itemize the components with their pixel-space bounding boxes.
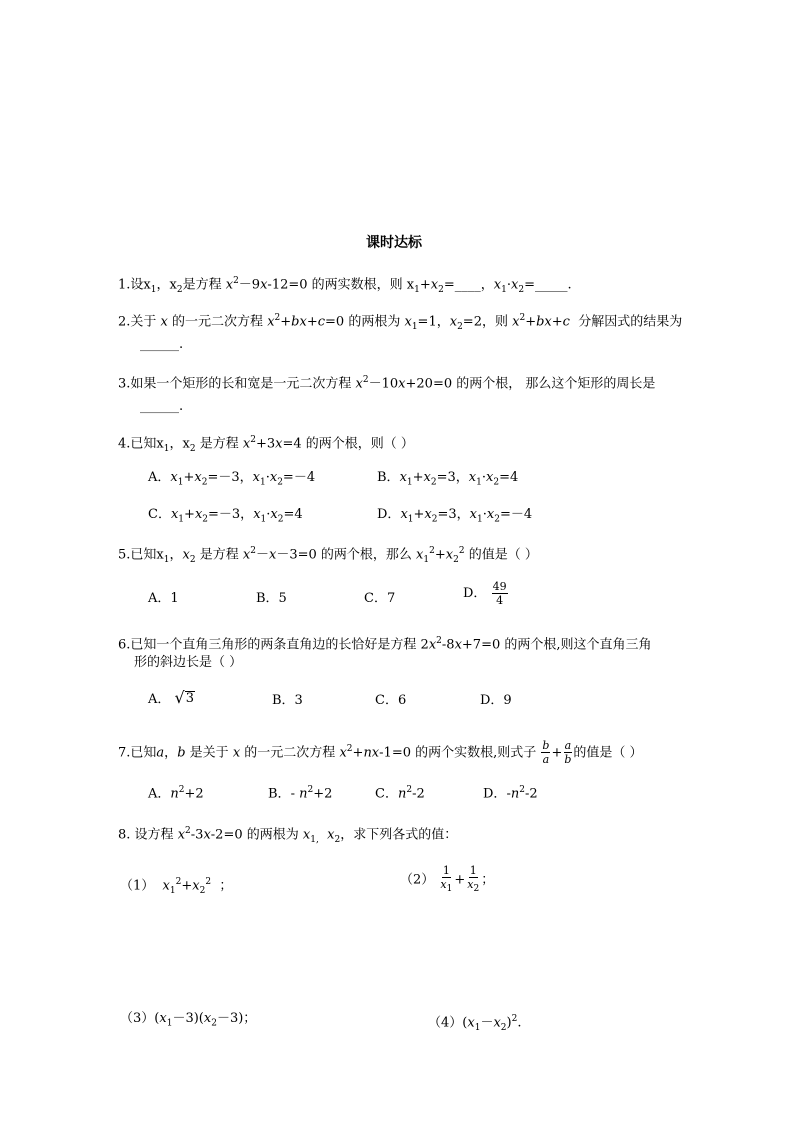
question-1: 1.设$x_1$，$x_2$是方程 $x^2-9x-12=0$ 的两实数根，则 $x_1+x_2=\_\_\_\_$，$x_1\cdot x_2=\_\_\_\_\_$. bbox=[118, 276, 572, 295]
question-8-part-3: $(3)(x_1-3)(x_2-3)$； bbox=[120, 1011, 257, 1029]
question-6-option-d: D．9 bbox=[480, 693, 512, 708]
question-3-line-2: ______. bbox=[140, 399, 184, 414]
question-4-stem: 4.已知$x_1$，$x_2$ 是方程 $x^2+3x=4$ 的两个根，则（ ） bbox=[118, 435, 414, 454]
question-6-option-c: C．6 bbox=[375, 693, 407, 708]
question-5-option-a: A．1 bbox=[148, 591, 179, 606]
question-5-option-c: C．7 bbox=[364, 591, 396, 606]
question-7-option-c: C．$n^2-2$ bbox=[375, 785, 425, 802]
question-8-stem: 8. 设方程 $x^2-3x-2=0$ 的两根为 $x_{1,}$ $x_2$，求下列各式的值： bbox=[118, 826, 458, 845]
question-4-option-c: C．$x_1+x_2=-3$，$x_1\cdot x_2=4$ bbox=[148, 507, 303, 525]
question-7-option-a: A．$n^2+2$ bbox=[148, 785, 204, 802]
question-2-line-2: ______. bbox=[140, 337, 184, 352]
question-4-option-b: B．$x_1+x_2=3$，$x_1\cdot x_2=4$ bbox=[377, 470, 519, 488]
question-4-option-d: D．$x_1+x_2=3$，$x_1\cdot x_2=-4$ bbox=[377, 507, 533, 525]
question-7-stem: 7.已知a，b 是关于 x 的一元二次方程 $x^2+nx-1=0$ 的两个实数根,则式子 $\frac{b}{a}$ + $\frac{a}{b}$ 的值是（ ） bbox=[118, 739, 643, 767]
question-4-option-a: A．$x_1+x_2=-3$，$x_1\cdot x_2=-4$ bbox=[148, 470, 316, 488]
question-8-part-1: （1） $x_1^2+x_2^2$ ； bbox=[120, 877, 233, 896]
fraction-a-over-b: $\frac{a}{b}$ bbox=[564, 739, 572, 767]
question-8-part-4: $(4)(x_1-x_2)^2$. bbox=[428, 1014, 522, 1033]
question-6-line-1: 6.已知一个直角三角形的两条直角边的长恰好是方程 $2x^2-8x+7=0$ 的两个根,则这个直角三角 bbox=[118, 636, 652, 653]
fraction-1-over-x1: $\frac{1}{x_1}$ bbox=[440, 864, 453, 895]
question-5-option-d: D． $\frac{49}{4}$ bbox=[463, 580, 507, 607]
question-6-option-a: A． √ 3 bbox=[148, 688, 195, 707]
question-6-option-b: B．3 bbox=[272, 693, 303, 708]
question-6-line-2: 形的斜边长是（ ） bbox=[134, 655, 243, 670]
question-8-part-2: （2） $\frac{1}{x_1}$ + $\frac{1}{x_2}$ ； bbox=[400, 864, 495, 895]
sqrt-3: √ 3 bbox=[174, 688, 195, 707]
question-3-line-1: 3.如果一个矩形的长和宽是一元二次方程 $x^2-10x+20=0$ 的两个根， 那么这个矩形的周长是 bbox=[118, 375, 656, 392]
question-2-line-1: 2.关于 x 的一元二次方程 $x^2+bx+c=0$ 的两根为 $x_1=1$，$x_2=2$，则 $x^2+bx+c$ 分解因式的结果为 bbox=[118, 313, 683, 332]
question-7-option-d: D．$-n^2-2$ bbox=[483, 785, 538, 802]
fraction-49-over-4: $\frac{49}{4}$ bbox=[492, 580, 507, 607]
question-7-option-b: B．- $n^2+2$ bbox=[268, 785, 333, 802]
question-5-stem: 5.已知$x_1$，$x_2$ 是方程 $x^2-x-3=0$ 的两个根，那么 $x_1^2+x_2^2$ 的值是（ ） bbox=[118, 546, 538, 565]
question-5-option-b: B．5 bbox=[256, 591, 287, 606]
page-title: 课时达标 bbox=[366, 235, 422, 251]
fraction-b-over-a: $\frac{b}{a}$ bbox=[542, 739, 550, 767]
fraction-1-over-x2: $\frac{1}{x_2}$ bbox=[467, 864, 480, 895]
